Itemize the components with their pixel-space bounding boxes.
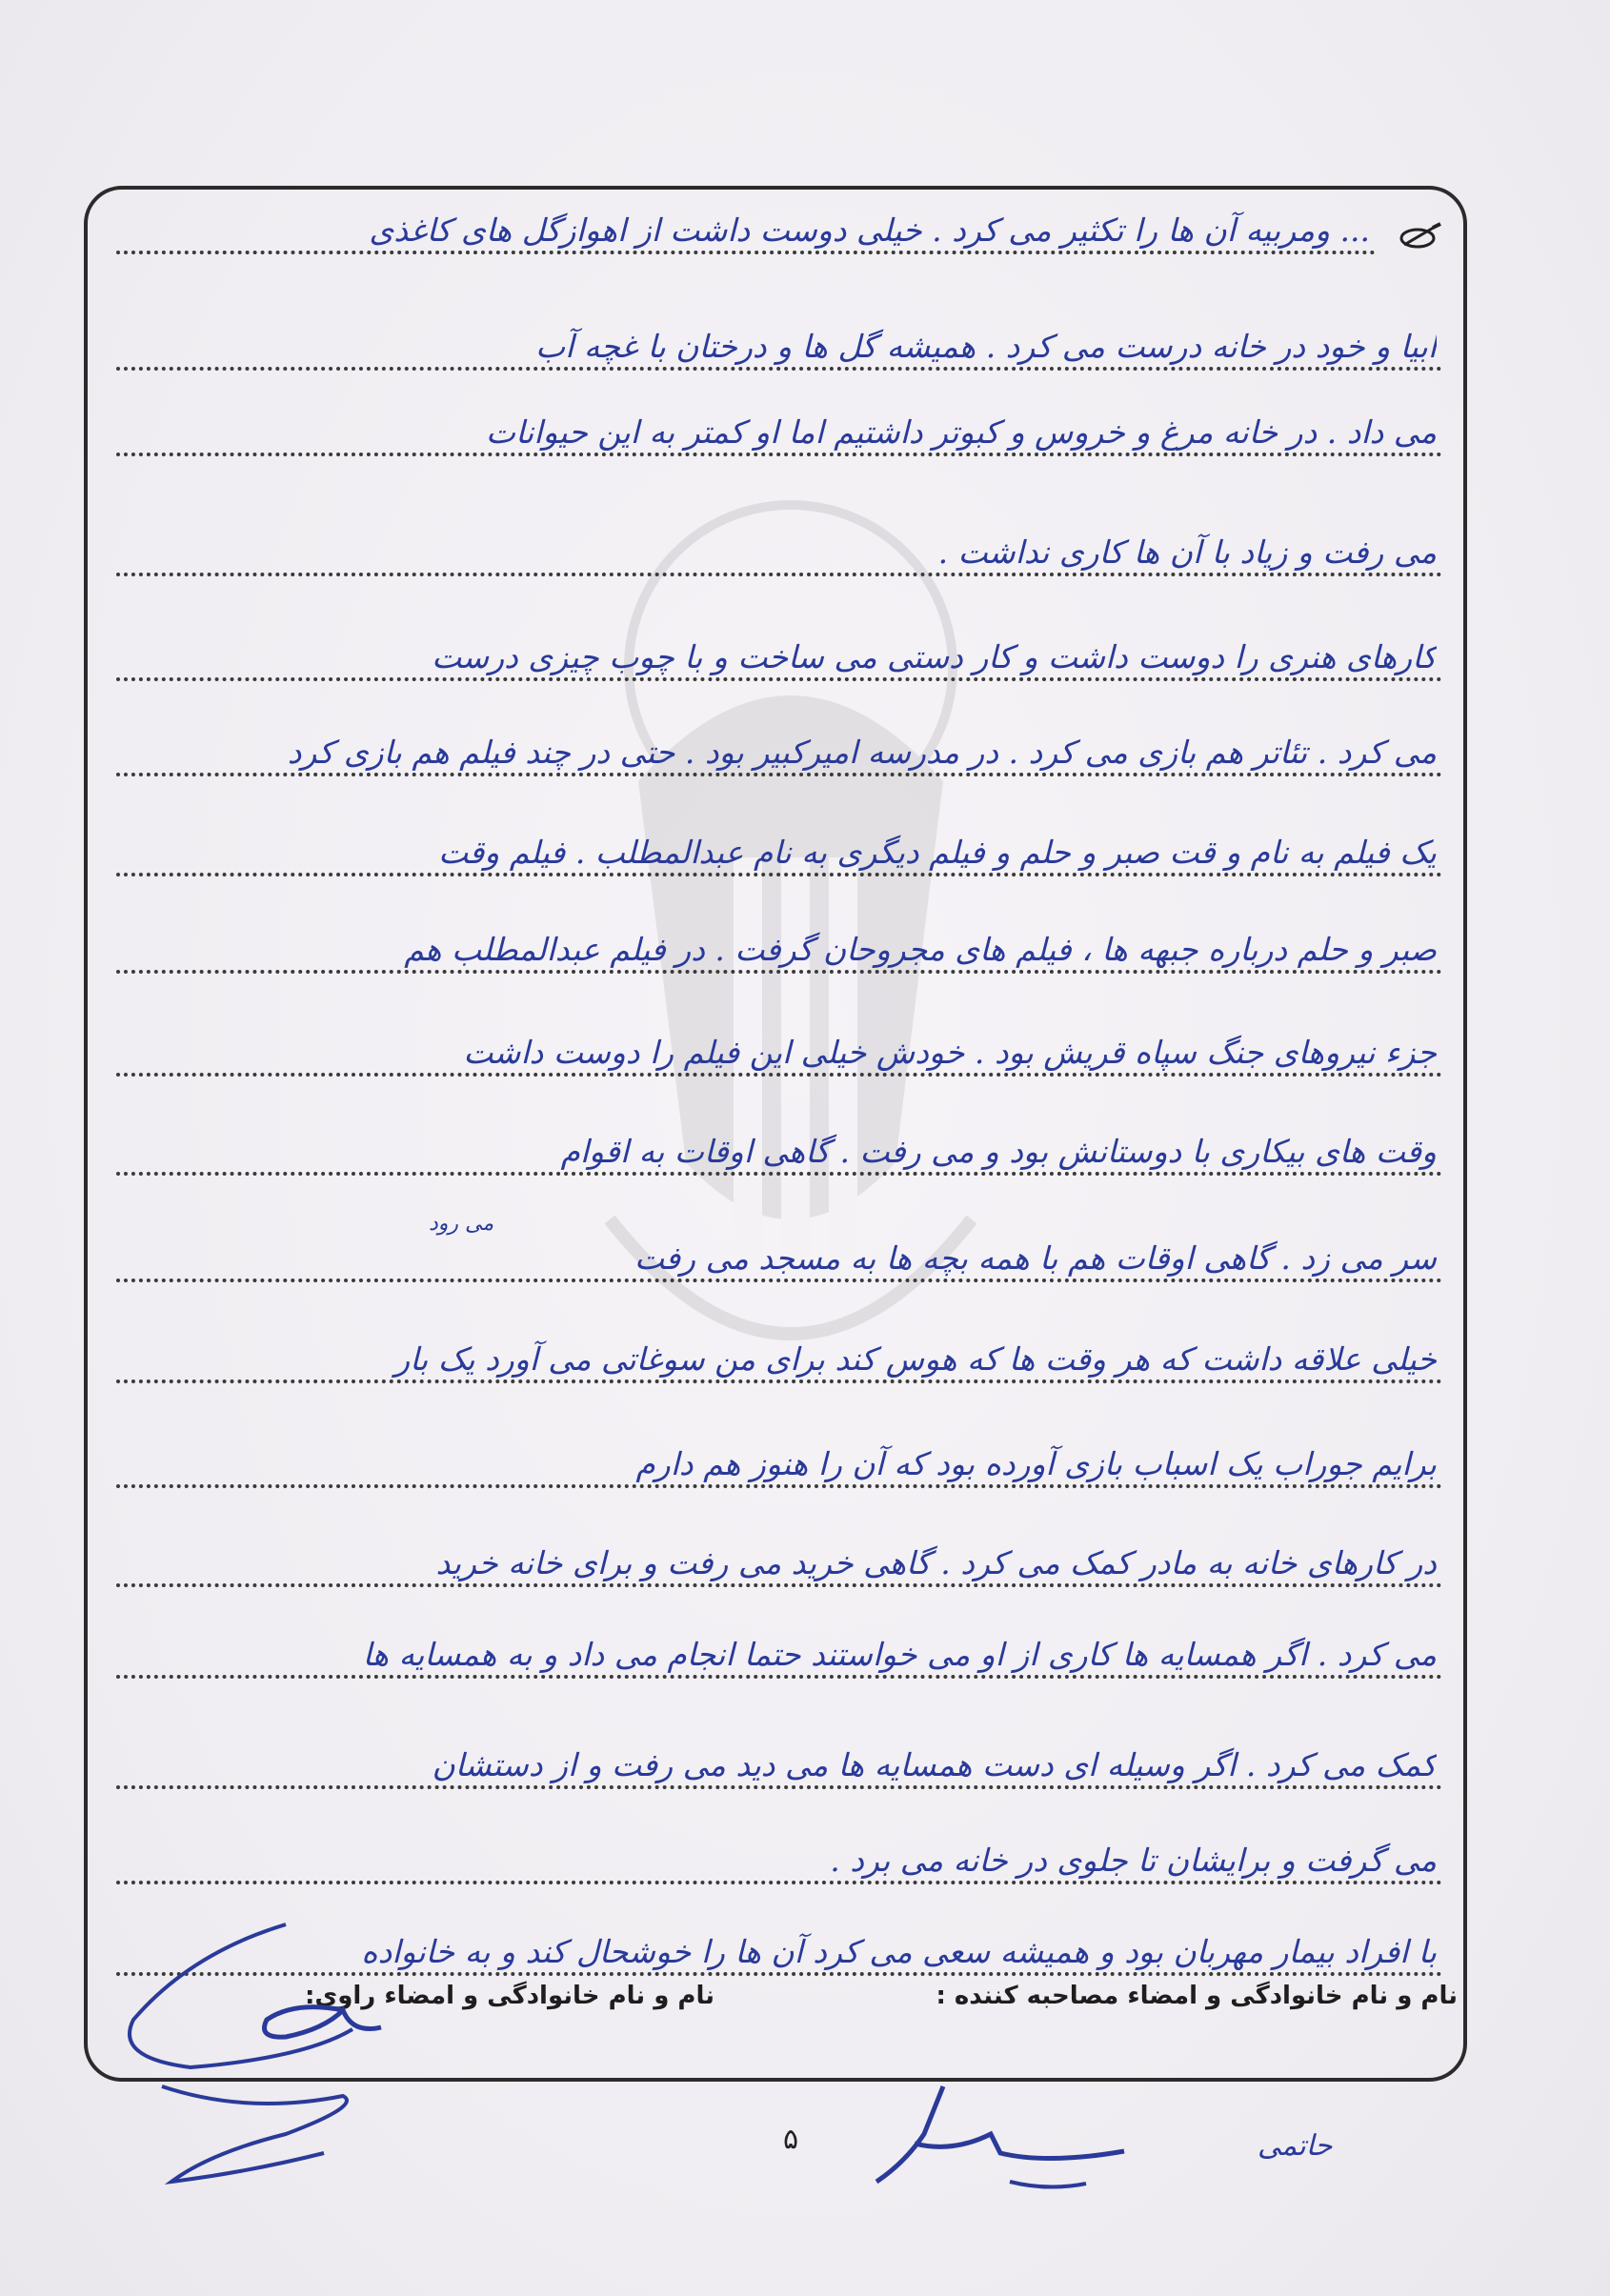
text-line <box>116 924 1442 974</box>
handwritten-text: با افراد بیمار مهربان بود و همیشه سعی می کرد آن ها را خوشحال کند و به خانواده <box>361 1933 1437 1970</box>
text-line <box>116 527 1442 576</box>
handwritten-text: می کرد . تئاتر هم بازی می کرد . در مدرسه امیرکبیر بود . حتی در چند فیلم هم بازی کرد <box>287 734 1437 771</box>
text-line <box>116 205 1442 254</box>
handwritten-text: خیلی علاقه داشت که هر وقت ها که هوس کند برای من سوغاتی می آورد یک بار <box>394 1340 1437 1378</box>
bottom-name-note: حاتمی <box>1258 2129 1333 2163</box>
handwritten-text: یک فیلم به نام و قت صبر و حلم و فیلم دیگری به نام عبدالمطلب . فیلم وقت <box>438 834 1437 871</box>
text-line <box>116 1538 1442 1587</box>
interviewer-signature <box>838 2077 1219 2220</box>
handwritten-text: کارهای هنری را دوست داشت و کار دستی می ساخت و با چوب چیزی درست <box>432 638 1437 675</box>
text-line <box>116 1126 1442 1176</box>
handwritten-text: سر می زد . گاهی اوقات هم با همه بچه ها به مسجد می رفت <box>634 1239 1437 1277</box>
handwritten-text: می رفت و زیاد با آن ها کاری نداشت . <box>937 534 1437 571</box>
text-line <box>116 1740 1442 1789</box>
text-line <box>116 1233 1442 1282</box>
handwritten-text: کمک می کرد . اگر وسیله ای دست همسایه ها می دید می رفت و از دستشان <box>432 1746 1437 1783</box>
text-line <box>116 1835 1442 1884</box>
handwritten-text: برایم جوراب یک اسباب بازی آورده بود که آن را هنوز هم دارم <box>635 1445 1437 1482</box>
handwritten-text: در کارهای خانه به مادر کمک می کرد . گاهی خرید می رفت و برای خانه خرید <box>435 1544 1437 1581</box>
text-line <box>116 827 1442 876</box>
marginal-note: می رود <box>429 1212 494 1236</box>
handwritten-text: می داد . در خانه مرغ و خروس و کبوتر داشتیم اما او کمتر به این حیوانات <box>486 413 1437 451</box>
text-line <box>116 1629 1442 1679</box>
handwritten-text: صبر و حلم درباره جبهه ها ، فیلم های مجروحان گرفت . در فیلم عبدالمطلب هم <box>404 931 1437 968</box>
handwritten-text: وقت های بیکاری با دوستانش بود و می رفت . گاهی اوقات به اقوام <box>560 1133 1437 1170</box>
handwritten-text: ابیا و خود در خانه درست می کرد . همیشه گل ها و درختان با غچه آب <box>535 328 1437 365</box>
text-line <box>116 321 1442 371</box>
text-line <box>116 1027 1442 1077</box>
handwritten-text: جزء نیروهای جنگ سپاه قریش بود . خودش خیلی این فیلم را دوست داشت <box>463 1034 1437 1071</box>
text-line <box>116 632 1442 681</box>
text-line <box>116 407 1442 456</box>
text-line <box>116 1334 1442 1383</box>
narrator-label: نام و نام خانوادگی و امضاء راوی: <box>305 1982 714 2010</box>
text-line <box>116 1439 1442 1488</box>
page-number: ۵ <box>782 2123 799 2156</box>
handwritten-text: می گرفت و برایشان تا جلوی در خانه می برد . <box>830 1842 1437 1879</box>
text-line <box>116 727 1442 776</box>
handwritten-text: می کرد . اگر همسایه ها کاری از او می خواستند حتما انجام می داد و به همسایه ها <box>362 1636 1437 1673</box>
narrator-signature <box>57 1915 495 2201</box>
handwritten-text: ... ومربیه آن ها را تکثیر می کرد . خیلی دوست داشت از اهوازگل های کاغذی <box>369 211 1370 249</box>
interviewer-label: نام و نام خانوادگی و امضاء مصاحبه کننده : <box>936 1982 1458 2010</box>
